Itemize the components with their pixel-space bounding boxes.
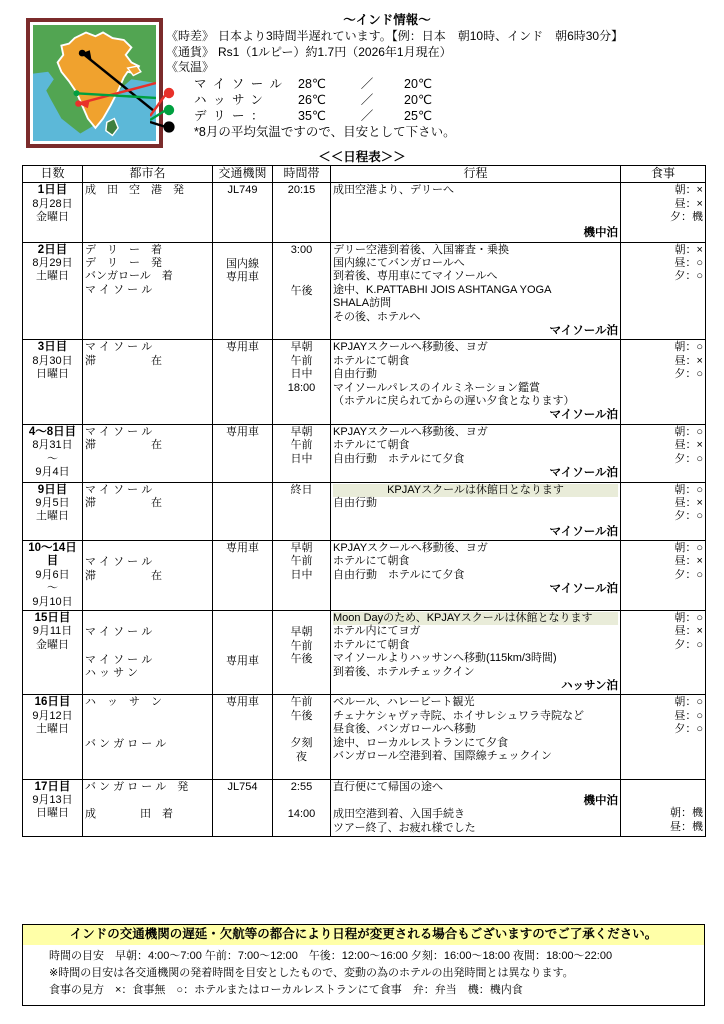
india-map <box>33 25 156 141</box>
transport-line: 専用車 <box>226 271 259 284</box>
spacer <box>85 612 210 626</box>
spacer <box>333 510 618 524</box>
day-date: 8月28日 <box>32 197 73 210</box>
temp-city: マイソール <box>194 76 289 91</box>
transport-cell <box>213 610 273 694</box>
day-date: 9月5日 <box>35 496 70 509</box>
india-map-svg <box>33 25 156 141</box>
col-header-meal: 食事 <box>621 166 706 183</box>
city-line: 滞 在 <box>85 354 162 367</box>
itinerary-highlight: KPJAYスクールは休館日となります <box>333 484 618 497</box>
time-line: 3:00 <box>290 243 313 256</box>
schedule-title: ＜＜日程表＞＞ <box>318 150 406 164</box>
itinerary-line: SHALA訪問 <box>333 297 392 310</box>
temp-city: デリー： <box>194 108 271 123</box>
meal-breakfast: 朝：× <box>674 243 703 256</box>
info-text-block <box>166 10 718 141</box>
city-cell <box>83 482 213 540</box>
meal-cell <box>621 695 706 779</box>
stay-label: 機中泊 <box>583 795 618 807</box>
temp-city: ハッサン <box>194 92 270 107</box>
itinerary-cell <box>331 242 621 340</box>
meal-dinner: 夕：○ <box>674 638 703 651</box>
table-row <box>23 779 706 837</box>
temperature-row <box>194 92 432 108</box>
time-cell <box>273 695 331 779</box>
day-date: 9月12日 <box>32 709 73 722</box>
transport-line: 専用車 <box>226 341 259 354</box>
itinerary-line: ホテルにて朝食 <box>333 354 410 367</box>
time-line: 午後 <box>290 709 313 722</box>
table-row <box>23 695 706 779</box>
transport-line: 専用車 <box>226 654 259 667</box>
spacer <box>85 710 210 724</box>
day-weekday: 日曜日 <box>36 368 69 381</box>
meal-lunch: 昼：機 <box>670 820 703 833</box>
spacer <box>85 724 210 738</box>
footer-line-note: ※時間の目安は各交通機関の発着時間を目安としたもので、変動の為のホテルの出発時間とは異なります。 <box>49 967 574 979</box>
day-number: 17日目 <box>34 780 71 793</box>
time-line: 早朝 <box>290 341 313 354</box>
spacer <box>215 640 270 654</box>
temperature-row <box>194 76 432 92</box>
table-row <box>23 482 706 540</box>
city-cell <box>83 242 213 340</box>
col-header-itinerary: 行程 <box>331 166 621 183</box>
time-line: 午後 <box>290 652 313 665</box>
temp-low: 20℃ <box>404 76 432 91</box>
col-header-time: 時間帯 <box>273 166 331 183</box>
meal-lunch: 昼：× <box>674 555 703 568</box>
city-line: 成 田 空 港 発 <box>85 184 184 197</box>
meal-lunch: 昼：× <box>674 354 703 367</box>
day-cell <box>23 424 83 482</box>
currency-label: 《通貨》 <box>166 44 215 59</box>
temp-high: 35℃ <box>298 108 326 123</box>
footer-line-time-guide: 時間の目安 早朝：4:00～7:00 午前：7:00～12:00 午後：12:00～16:00 夕刻：16:00～18:00 夜間：18:00～22:00 <box>49 950 613 962</box>
spacer <box>85 794 210 808</box>
city-line: デ リ ー 着 <box>85 243 162 256</box>
day-cell <box>23 540 83 610</box>
time-line: 早朝 <box>290 541 313 554</box>
city-line: 滞 在 <box>85 439 162 452</box>
spacer <box>275 723 328 737</box>
meal-dinner: 夕：○ <box>674 270 703 283</box>
day-date-end: 9月4日 <box>35 466 70 479</box>
city-line: マ イ ソ ー ル <box>85 653 153 666</box>
day-number: 3日目 <box>37 341 68 354</box>
transport-cell <box>213 779 273 837</box>
itinerary-line: 成田空港到着、入国手続き <box>333 808 465 821</box>
time-line: 日中 <box>290 368 313 381</box>
city-line: 滞 在 <box>85 496 162 509</box>
itinerary-line: KPJAYスクールへ移動後、ヨガ <box>333 541 488 554</box>
meal-lunch: 昼：× <box>674 439 703 452</box>
schedule-table <box>22 165 706 837</box>
meal-breakfast: 朝：× <box>674 184 703 197</box>
currency-value: Rs1（1ルピー）約1.7円（2026年1月現在） <box>218 44 452 59</box>
day-date-end: 9月10日 <box>32 595 73 608</box>
itinerary-cell <box>331 482 621 540</box>
day-cell <box>23 695 83 779</box>
transport-cell <box>213 242 273 340</box>
meal-cell <box>621 610 706 694</box>
city-line: マ イ ソ ー ル <box>85 425 153 438</box>
temperature-note: *8月の平均気温ですので、目安として下さい。 <box>194 124 456 139</box>
day-weekday: 土曜日 <box>36 723 69 736</box>
city-line: マ イ ソ ー ル <box>85 283 153 296</box>
itinerary-line: ホテル内にてヨガ <box>333 625 421 638</box>
city-line: 滞 在 <box>85 569 162 582</box>
city-line: マ イ ソ ー ル <box>85 556 153 569</box>
time-cell <box>273 482 331 540</box>
stay-label: ハッサン泊 <box>561 679 618 692</box>
city-line: ハ ッ サ ン <box>85 696 162 709</box>
temp-high: 26℃ <box>298 92 326 107</box>
day-date-sep: ～ <box>47 452 58 465</box>
footer-line-meal-legend: 食事の見方 ×：食事無 ○：ホテルまたはローカルレストランにて食事 弁：弁当 機：機内食 <box>49 984 523 996</box>
itinerary-line: 自由行動 <box>333 368 377 381</box>
temperature-label: 《気温》 <box>166 60 215 74</box>
city-line: ハ ッ サ ン <box>85 667 139 680</box>
transport-cell <box>213 424 273 482</box>
meal-dinner: 夕：機 <box>670 211 703 224</box>
time-line: 夕刻 <box>290 737 313 750</box>
spacer <box>85 640 210 654</box>
meal-dinner: 夕：○ <box>674 568 703 581</box>
time-cell <box>273 424 331 482</box>
itinerary-line: ベルール、ハレービート観光 <box>333 696 475 709</box>
transport-cell <box>213 183 273 242</box>
day-weekday: 土曜日 <box>36 510 69 523</box>
time-line: 日中 <box>290 568 313 581</box>
time-line: 午前 <box>290 439 313 452</box>
transport-line: 専用車 <box>226 696 259 709</box>
table-row <box>23 183 706 242</box>
temp-separator: ／ <box>360 92 374 107</box>
schedule-table-wrap <box>22 165 705 837</box>
transport-line: JL749 <box>227 184 258 197</box>
day-cell <box>23 482 83 540</box>
meal-lunch: 昼：× <box>674 496 703 509</box>
transport-line: 専用車 <box>226 541 259 554</box>
table-row <box>23 424 706 482</box>
itinerary-line: ホテルにて朝食 <box>333 638 410 651</box>
city-line: マ イ ソ ー ル <box>85 483 153 496</box>
spacer <box>215 626 270 640</box>
itinerary-cell <box>331 340 621 424</box>
meal-dinner: 夕：○ <box>674 452 703 465</box>
footer-box <box>22 924 705 1006</box>
city-line: デ リ ー 発 <box>85 257 162 269</box>
timezone-value: 日本より3時間半遅れています。【例：日本 朝10時、インド 朝6時30分】 <box>218 29 624 43</box>
meal-lunch: 昼：× <box>674 625 703 638</box>
temp-low: 20℃ <box>404 92 432 107</box>
itinerary-line: 途中、ローカルレストランにて夕食 <box>333 736 509 749</box>
table-row <box>23 540 706 610</box>
day-number: 16日目 <box>34 696 71 709</box>
city-cell <box>83 183 213 242</box>
itinerary-line: 自由行動 ホテルにて夕食 <box>333 452 465 465</box>
itinerary-line: チェナケシャヴァ寺院、ホイサレシュワラ寺院など <box>333 709 584 722</box>
stay-label: マイソール泊 <box>549 467 618 480</box>
footer-banner: インドの交通機関の遅延・欠航等の都合により日程が変更される場合もございますのでご了承ください。 <box>23 925 704 945</box>
day-cell <box>23 183 83 242</box>
spacer <box>275 794 328 808</box>
meal-cell <box>621 183 706 242</box>
city-line: バ ン ガ ロ ー ル <box>85 738 167 751</box>
day-cell <box>23 779 83 837</box>
day-date-sep: ～ <box>47 582 58 595</box>
spacer <box>85 542 210 556</box>
city-cell <box>83 610 213 694</box>
transport-cell <box>213 482 273 540</box>
stay-label: マイソール泊 <box>549 525 618 538</box>
time-line: 日中 <box>290 452 313 465</box>
itinerary-line: （ホテルに戻られてからの遅い夕食となります） <box>333 395 575 408</box>
stay-label: 機中泊 <box>583 227 618 240</box>
meal-lunch: 昼：○ <box>674 709 703 722</box>
day-weekday: 日曜日 <box>36 807 69 820</box>
table-row <box>23 340 706 424</box>
itinerary-line: その後、ホテルへ <box>333 310 421 323</box>
spacer <box>275 271 328 285</box>
day-date: 9月13日 <box>32 794 73 806</box>
meal-cell <box>621 424 706 482</box>
city-cell <box>83 779 213 837</box>
col-header-transport: 交通機関 <box>213 166 273 183</box>
day-date: 9月11日 <box>32 625 73 638</box>
meal-cell <box>621 482 706 540</box>
meal-cell <box>621 540 706 610</box>
temperature-row <box>194 108 432 124</box>
itinerary-cell <box>331 424 621 482</box>
time-cell <box>273 540 331 610</box>
spacer <box>275 257 328 271</box>
time-cell <box>273 779 331 837</box>
day-number: 4～8日目 <box>28 425 77 438</box>
info-title: ～インド情報～ <box>343 13 431 27</box>
meal-breakfast: 朝：機 <box>670 807 703 820</box>
day-date: 9月6日 <box>35 568 70 581</box>
day-date: 8月31日 <box>32 439 73 452</box>
temp-separator: ／ <box>360 108 374 123</box>
itinerary-cell <box>331 779 621 837</box>
meal-breakfast: 朝：○ <box>674 483 703 496</box>
temp-low: 25℃ <box>404 108 432 123</box>
info-row-temperature-label <box>166 60 718 76</box>
meal-cell <box>621 242 706 340</box>
meal-dinner: 夕：○ <box>674 368 703 381</box>
table-header-row <box>23 166 706 183</box>
itinerary-cell <box>331 610 621 694</box>
meal-cell <box>621 340 706 424</box>
itinerary-line: 国内線にてバンガロールへ <box>333 257 465 269</box>
col-header-city: 都市名 <box>83 166 213 183</box>
meal-dinner: 夕：○ <box>674 510 703 523</box>
stay-label: マイソール泊 <box>549 325 618 338</box>
itinerary-line: 成田空港より、デリーへ <box>333 184 454 197</box>
time-cell <box>273 340 331 424</box>
footer-body <box>23 945 704 1005</box>
itinerary-line: マイソールパレスのイルミネーション鑑賞 <box>333 381 541 394</box>
meal-breakfast: 朝：○ <box>674 696 703 709</box>
day-cell <box>23 242 83 340</box>
time-line: 2:55 <box>290 780 313 793</box>
day-cell <box>23 610 83 694</box>
time-line: 18:00 <box>287 381 316 394</box>
india-map-frame <box>26 18 163 148</box>
time-line: 午前 <box>290 354 313 367</box>
transport-line: JL754 <box>227 780 258 793</box>
meal-dinner: 夕：○ <box>674 723 703 736</box>
day-number: 2日目 <box>37 243 68 256</box>
day-weekday: 土曜日 <box>36 270 69 283</box>
itinerary-line: 途中、K.PATTABHI JOIS ASHTANGA YOGA <box>333 283 552 296</box>
day-date: 8月30日 <box>32 354 73 367</box>
city-line: 成 田 着 <box>85 808 173 821</box>
itinerary-line: KPJAYスクールへ移動後、ヨガ <box>333 341 488 354</box>
itinerary-line: ホテルにて朝食 <box>333 439 410 452</box>
timezone-label: 《時差》 <box>166 29 215 43</box>
table-row <box>23 242 706 340</box>
meal-breakfast: 朝：○ <box>674 541 703 554</box>
temperature-table <box>194 76 432 124</box>
time-cell <box>273 242 331 340</box>
transport-line: 国内線 <box>226 257 259 270</box>
day-date: 8月29日 <box>32 257 73 269</box>
itinerary-cell <box>331 183 621 242</box>
day-number: 10～14日目 <box>28 541 77 568</box>
time-line: 午前 <box>290 555 313 568</box>
itinerary-line: ツアー終了、お疲れ様でした <box>333 821 476 834</box>
col-header-days: 日数 <box>23 166 83 183</box>
itinerary-line: 自由行動 ホテルにて夕食 <box>333 568 465 581</box>
meal-breakfast: 朝：○ <box>674 611 703 624</box>
table-row <box>23 610 706 694</box>
itinerary-line: マイソールよりハッサンへ移動(115km/3時間) <box>333 652 557 665</box>
spacer <box>215 612 270 626</box>
city-line: バ ン ガ ロ ー ル 発 <box>85 780 189 793</box>
meal-breakfast: 朝：○ <box>674 425 703 438</box>
meal-breakfast: 朝：○ <box>674 341 703 354</box>
stay-label: マイソール泊 <box>549 583 618 596</box>
city-cell <box>83 540 213 610</box>
day-number: 9日目 <box>37 483 68 496</box>
transport-line: 専用車 <box>226 425 259 438</box>
spacer <box>333 212 618 226</box>
day-weekday: 金曜日 <box>36 211 69 224</box>
itinerary-line: バンガロール空港到着、国際線チェックイン <box>333 750 552 762</box>
temp-high: 28℃ <box>298 76 326 91</box>
itinerary-line: ホテルにて朝食 <box>333 555 410 568</box>
itinerary-line: デリー空港到着後、入国審査・乗換 <box>333 243 509 256</box>
time-line: 終日 <box>290 483 313 496</box>
time-line: 夜 <box>296 750 307 763</box>
time-line: 午後 <box>290 285 313 298</box>
itinerary-line: KPJAYスクールへ移動後、ヨガ <box>333 425 488 438</box>
info-row-currency <box>166 45 718 61</box>
itinerary-line: 昼食後、バンガロールへ移動 <box>333 723 476 736</box>
itinerary-line: 直行便にて帰国の途へ <box>333 780 443 793</box>
temp-separator: ／ <box>360 76 374 91</box>
time-cell <box>273 610 331 694</box>
itinerary-line: 到着後、ホテルチェックイン <box>333 665 475 678</box>
city-line: バンガロール 着 <box>85 270 173 283</box>
day-number: 1日目 <box>37 184 68 197</box>
day-number: 15日目 <box>34 611 71 624</box>
stay-label: マイソール泊 <box>549 409 618 422</box>
meal-cell <box>621 779 706 837</box>
city-cell <box>83 695 213 779</box>
india-info-block <box>0 8 724 156</box>
transport-cell <box>213 540 273 610</box>
itinerary-line: 自由行動 <box>333 496 377 509</box>
city-cell <box>83 424 213 482</box>
meal-lunch: 昼：× <box>674 197 703 210</box>
itinerary-highlight: Moon Dayのため、KPJAYスクールは休館となります <box>333 612 618 625</box>
meal-lunch: 昼：○ <box>674 257 703 269</box>
time-line: 14:00 <box>287 808 316 821</box>
city-line: マ イ ソ ー ル <box>85 626 153 639</box>
spacer <box>275 612 328 626</box>
spacer <box>333 763 618 777</box>
time-line: 早朝 <box>290 425 313 438</box>
spacer <box>215 244 270 258</box>
itinerary-cell <box>331 540 621 610</box>
time-line: 早朝 <box>290 626 313 639</box>
time-cell <box>273 183 331 242</box>
day-weekday: 金曜日 <box>36 638 69 651</box>
transport-cell <box>213 340 273 424</box>
city-cell <box>83 340 213 424</box>
info-row-timezone <box>166 29 718 45</box>
time-line: 午前 <box>290 639 313 652</box>
city-line: マ イ ソ ー ル <box>85 341 153 354</box>
spacer <box>333 198 618 212</box>
time-line: 20:15 <box>287 184 316 197</box>
day-cell <box>23 340 83 424</box>
itinerary-line: 到着後、専用車にてマイソールへ <box>333 270 498 283</box>
transport-cell <box>213 695 273 779</box>
itinerary-cell <box>331 695 621 779</box>
time-line: 午前 <box>290 696 313 709</box>
